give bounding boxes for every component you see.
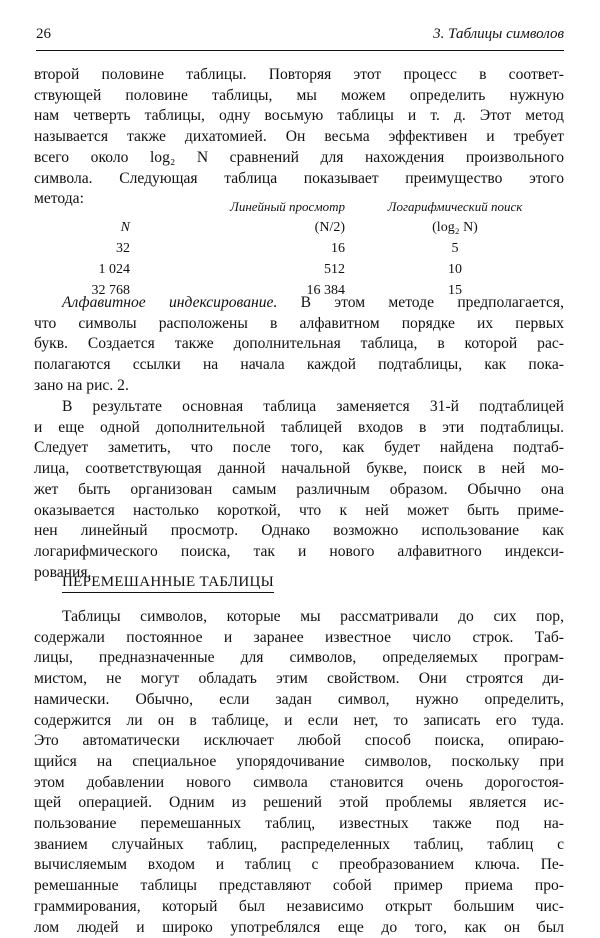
- text-line: вычисляемым входом и таблиц с преобразованием ключа. Пе-: [34, 856, 564, 874]
- running-title: 3. Таблицы символов: [433, 26, 564, 42]
- text-line: рования.: [34, 563, 92, 581]
- table-header-cell: (N/2): [314, 219, 345, 235]
- text-line: этом добавлении нового символа становится очень дорогостоя-: [34, 773, 564, 791]
- paragraph-result: [34, 397, 564, 583]
- text-line: содержится ли он в таблице, и если нет, то записать его туда.: [34, 711, 564, 729]
- text-line: Таблицы символов, которые мы рассматривали до сих пор,: [62, 608, 564, 625]
- table-header-cell: N: [120, 219, 130, 235]
- table-cell: 15: [448, 282, 462, 298]
- text-line: ствующей половине таблицы, мы можем определить нужную: [34, 86, 564, 104]
- paragraph-hash-tables: [34, 607, 564, 938]
- text-line: граммирования, который был независимо открыт большим чис-: [34, 897, 564, 915]
- comparison-table: [70, 196, 535, 301]
- table-cell: 16: [331, 240, 345, 256]
- table-header-cell: [70, 196, 130, 217]
- table-cell: 512: [324, 261, 345, 277]
- text-line: и еще одной дополнительной таблицей входов в эти подтаблицы.: [34, 418, 564, 436]
- text-line: ремешанные таблицы представляют собой пример приема про-: [34, 877, 564, 895]
- table-cell: 5: [451, 240, 459, 256]
- text-line: оказывается настолько короткой, что к ней может быть приме-: [34, 501, 564, 519]
- text-line: всего около log₂ N сравнений для нахождения произвольного: [34, 148, 564, 166]
- paragraph-alphabetic-indexing: [34, 293, 564, 397]
- text-line: лом людей и широко употреблялся еще до того, как он был: [34, 918, 564, 936]
- text-line: В результате основная таблица заменяется 31-й подтаблицей: [62, 398, 564, 415]
- text-line: нам четверть таблицы, одну восьмую таблицы и т. д. Этот метод: [34, 107, 564, 125]
- text-line: званием случайных таблиц, распределенных таблиц, таблиц с: [34, 835, 564, 853]
- text-line: щийся на специальное упорядочивание символов, поскольку при: [34, 752, 564, 770]
- table-cell: 32 768: [91, 282, 130, 298]
- italic-lead: Алфавитное индексирование.: [62, 294, 278, 311]
- text-line: Следует заметить, что после того, как будет найдена подтаб-: [34, 439, 564, 457]
- text-line: букв. Создается также дополнительная таблица, в которой рас-: [34, 335, 564, 353]
- text-line: зано на рис. 2.: [34, 376, 129, 394]
- text-line: что символы расположены в алфавитном порядке их первых: [34, 314, 564, 332]
- text-line: щей операцией. Одним из решений этой проблемы является ис-: [34, 794, 564, 812]
- table-header-row: [70, 196, 535, 217]
- text-line: намически. Обычно, если задан символ, нужно определить,: [34, 690, 564, 708]
- table-header-cell: Логарифмический поиск: [387, 198, 523, 214]
- table-row: [70, 238, 535, 259]
- table-header-cell: Линейный просмотр: [230, 198, 345, 214]
- text-line: метода:: [34, 190, 84, 208]
- table-row: [70, 259, 535, 280]
- table-cell: 16 384: [306, 282, 345, 298]
- text-line: полагаются ссылки на начала каждой подтаблицы, как пока-: [34, 356, 564, 374]
- page-number: 26: [36, 26, 51, 42]
- text-line: логарифмического поиска, так и нового алфавитного индекси-: [34, 542, 564, 560]
- section-heading: ПЕРЕМЕШАННЫЕ ТАБЛИЦЫ: [62, 574, 274, 593]
- text-line: лицы, предназначенные для символов, определяемых програм-: [34, 649, 564, 667]
- text-line: пользование перемешанных таблиц, известных также под на-: [34, 815, 564, 833]
- text-line: жет быть организован самым различным образом. Обычно она: [34, 480, 564, 498]
- text-line: мистом, не могут обладать этим свойством. Они строятся ди-: [34, 670, 564, 688]
- table-cell: 10: [448, 261, 462, 277]
- text-line: содержали постоянное и заранее известное число строк. Таб-: [34, 628, 564, 646]
- text-line: [34, 293, 564, 314]
- text-line: второй половине таблицы. Повторяя этот процесс в соответ-: [34, 66, 564, 83]
- text-line: называется также дихатомией. Он весьма эффективен и требует: [34, 128, 564, 146]
- table-cell: 32: [116, 240, 130, 256]
- text-line: лица, соответствующая данной начальной букве, поиск в ней мо-: [34, 460, 564, 478]
- text-line: Это автоматически исключает любой способ поиска, опираю-: [34, 732, 564, 750]
- page-header: [36, 24, 564, 51]
- table-cell: 1 024: [98, 261, 130, 277]
- paragraph-dichotomy: [34, 65, 564, 210]
- lead-continuation: В этом методе предполагается,: [277, 294, 565, 311]
- text-line: символа. Следующая таблица показывает преимущество этого: [34, 169, 564, 187]
- table-header-cell: (log₂ N): [432, 219, 478, 235]
- text-line: нен линейный просмотр. Однако возможно использование как: [34, 522, 564, 540]
- table-header-row: [70, 217, 535, 238]
